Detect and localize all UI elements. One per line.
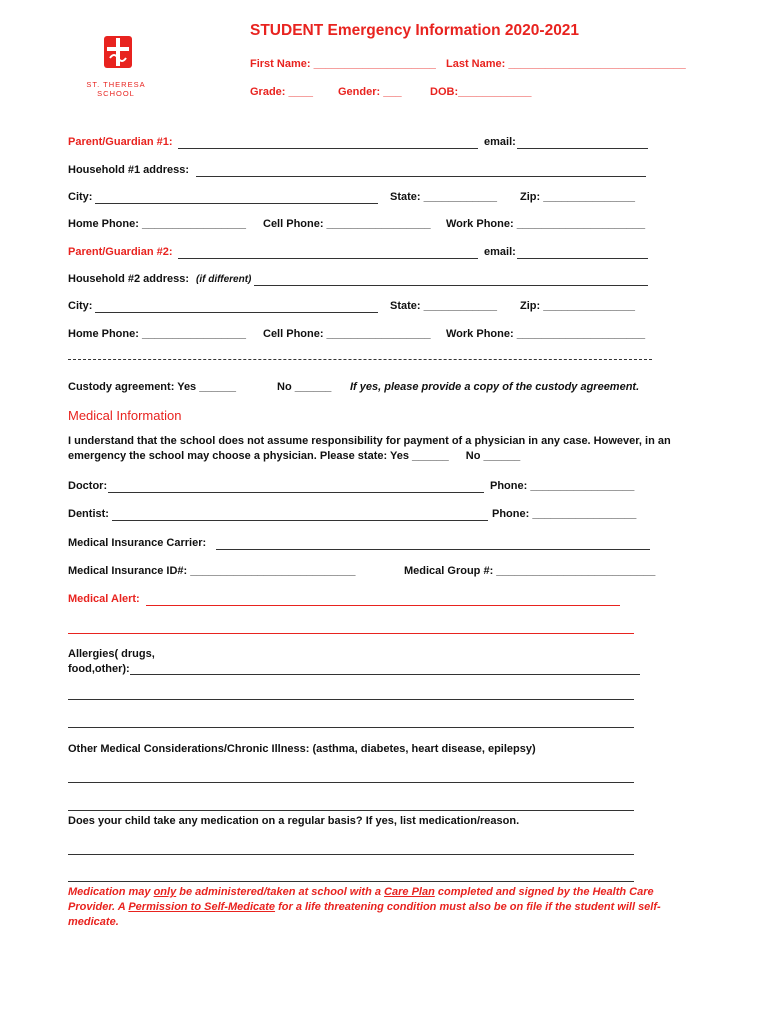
medical-heading: Medical Information [68, 408, 182, 423]
custody-yes-field[interactable]: Custody agreement: Yes ______ [68, 381, 236, 393]
dob-field[interactable]: DOB:____________ [430, 86, 532, 98]
medical-alert-line-2[interactable] [68, 633, 634, 634]
state1-field[interactable]: State: ____________ [390, 191, 498, 203]
permission-self-medicate-link: Permission to Self-Medicate [128, 901, 276, 913]
school-name-line2: SCHOOL [97, 89, 135, 98]
other-considerations-line-2[interactable] [68, 810, 634, 811]
medical-alert-label: Medical Alert: [68, 593, 140, 605]
work-phone1-field[interactable]: Work Phone: _____________________ [446, 218, 646, 230]
policy-only: only [153, 886, 177, 898]
page-title: STUDENT Emergency Information 2020-2021 [250, 22, 580, 39]
gender-field[interactable]: Gender: ___ [338, 86, 402, 98]
zip1-field[interactable]: Zip: _______________ [520, 191, 635, 203]
policy-text-1: Medication may [68, 886, 154, 898]
medication-question: Does your child take any medication on a regular basis? If yes, list medication/reason. [68, 815, 520, 827]
household2-label: Household #2 address: [68, 273, 190, 285]
city2-line[interactable] [95, 312, 378, 313]
zip2-field[interactable]: Zip: _______________ [520, 300, 635, 312]
medical-alert-line[interactable] [146, 605, 620, 606]
policy-text-2: be administered/taken at school with a [176, 886, 385, 898]
insurance-carrier-label: Medical Insurance Carrier: [68, 537, 207, 549]
school-name-line1: ST. THERESA [86, 80, 146, 89]
allergies-label-1: Allergies( drugs, [68, 648, 155, 660]
policy-text-3: completed and signed by the Health Care Provider. A [68, 886, 654, 913]
doctor-label: Doctor: [68, 480, 108, 492]
guardian2-email-line[interactable] [517, 258, 648, 259]
guardian1-email-line[interactable] [517, 148, 648, 149]
home-phone2-field[interactable]: Home Phone: _________________ [68, 328, 246, 340]
guardian1-name-line[interactable] [178, 148, 478, 149]
medical-statement-no[interactable]: No ______ [465, 450, 521, 462]
city2-label: City: [68, 300, 93, 312]
allergies-line[interactable] [130, 674, 640, 675]
doctor-phone-field[interactable]: Phone: _________________ [490, 480, 635, 492]
guardian2-label: Parent/Guardian #2: [68, 246, 173, 258]
first-name-field[interactable]: First Name: ____________________ [250, 58, 436, 70]
medical-group-field[interactable]: Medical Group #: __________________________ [404, 565, 656, 577]
allergies-line-3[interactable] [68, 727, 634, 728]
insurance-carrier-line[interactable] [216, 549, 650, 550]
guardian1-label: Parent/Guardian #1: [68, 136, 173, 148]
city1-line[interactable] [95, 203, 378, 204]
household1-label: Household #1 address: [68, 164, 190, 176]
policy-text-4: for a life threatening condition must also be on file if the student will self-medicate. [68, 901, 661, 928]
work-phone2-field[interactable]: Work Phone: _____________________ [446, 328, 646, 340]
insurance-id-field[interactable]: Medical Insurance ID#: ___________________________ [68, 565, 356, 577]
medication-line[interactable] [68, 854, 634, 855]
dentist-label: Dentist: [68, 508, 109, 520]
home-phone1-field[interactable]: Home Phone: _________________ [68, 218, 246, 230]
cell-phone2-field[interactable]: Cell Phone: _________________ [263, 328, 431, 340]
dentist-phone-field[interactable]: Phone: _________________ [492, 508, 637, 520]
household1-line[interactable] [196, 176, 646, 177]
doctor-line[interactable] [108, 492, 484, 493]
medical-statement-text: I understand that the school does not assume responsibility for payment of a physician in any case. However, in an emergency the school may choose a physician. Please state: Yes ______ [68, 435, 671, 462]
grade-field[interactable]: Grade: ____ [250, 86, 313, 98]
dentist-line[interactable] [112, 520, 488, 521]
state2-field[interactable]: State: ____________ [390, 300, 498, 312]
allergies-line-2[interactable] [68, 699, 634, 700]
cell-phone1-field[interactable]: Cell Phone: _________________ [263, 218, 431, 230]
medical-statement [68, 434, 702, 464]
guardian2-name-line[interactable] [178, 258, 478, 259]
medication-policy-note [68, 885, 700, 930]
custody-no-field[interactable]: No ______ [277, 381, 332, 393]
medication-line-2[interactable] [68, 881, 634, 882]
last-name-field[interactable]: Last Name: _____________________________ [446, 58, 686, 70]
section-divider [68, 359, 652, 360]
other-considerations-label: Other Medical Considerations/Chronic Illness: (asthma, diabetes, heart disease, epilepsy) [68, 743, 536, 755]
household2-line[interactable] [254, 285, 648, 286]
allergies-label-2: food,other): [68, 663, 130, 675]
guardian2-email-label: email: [484, 246, 516, 258]
household2-note: (if different) [196, 274, 252, 285]
other-considerations-line[interactable] [68, 782, 634, 783]
city1-label: City: [68, 191, 93, 203]
school-logo-icon [86, 36, 148, 76]
custody-note: If yes, please provide a copy of the custody agreement. [350, 381, 640, 393]
guardian1-email-label: email: [484, 136, 516, 148]
care-plan-link: Care Plan [384, 886, 435, 898]
